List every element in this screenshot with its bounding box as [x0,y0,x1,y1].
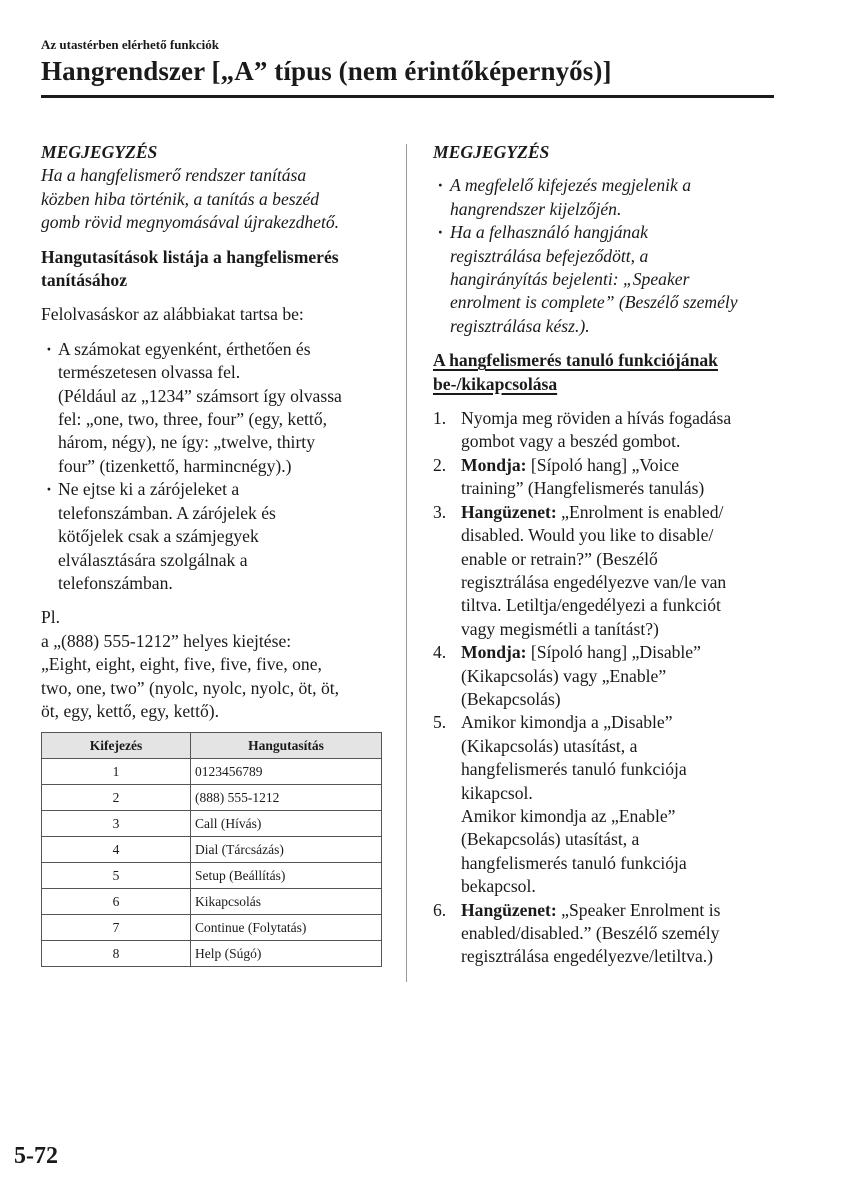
step-item: 3. Hangüzenet: „Enrolment is enabled/ disabled. Would you like to disable/ enable or retrain?” (Beszélő regisztrálása engedélyezve van/le van tiltva. Letiltja/engedélyezi a funkciót vagy megismétli a tanítást?) [433,501,727,639]
table-cell: 5 [42,863,191,889]
table-header: Hangutasítás [191,733,382,759]
table-cell: 1 [42,759,191,785]
step-item: 2. Mondja: [Sípoló hang] „Voice training” (Hangfelismerés tanulás) [433,454,705,499]
list-item: · A számokat egyenként, érthetően és természetesen olvassa fel. (Például az „1234” számsort így olvassa fel: „one, two, three, four” (egy, kettő, három, négy), ne így: „twelve, thirty four” (tizenkettő, harmincnégy).) [41,338,391,478]
table-row [42,811,382,837]
table-row [42,915,382,941]
table-header: Kifejezés [42,733,191,759]
table-cell: 2 [42,785,191,811]
table-cell: 4 [42,837,191,863]
table-cell: 3 [42,811,191,837]
table-cell: Continue (Folytatás) [191,915,382,941]
note-block-right [433,141,775,338]
step-item: 1. Nyomja meg röviden a hívás fogadása gombot vagy a beszéd gombot. [433,408,732,452]
steps-list [433,407,775,969]
table-cell: Call (Hívás) [191,811,382,837]
subheading-command-list [41,246,391,293]
note-text [41,164,391,234]
table-cell: 0123456789 [191,759,382,785]
section-label: Az utastérben elérhető funkciók [41,37,220,52]
list-item: · Ne ejtse ki a zárójeleket a telefonszámban. A zárójelek és kötőjelek csak a számjegyek elválasztására szolgálnak a telefonszámban. [41,478,391,595]
note-block-left [41,141,391,235]
reading-rules-list [41,338,391,595]
note-line: Ha a hangfelismerő rendszer tanítása [41,165,307,186]
page-title: Hangrendszer [„A” típus (nem érintőképernyős)] [41,56,612,86]
step-item: 4. Mondja: [Sípoló hang] „Disable” (Kikapcsolás) vagy „Enable” (Bekapcsolás) [433,642,701,709]
subheading-line: Hangutasítások listája a hangfelismerés [41,246,339,267]
voice-command-table [41,732,382,967]
right-column [433,141,775,969]
intro-text: Felolvasáskor az alábbiakat tartsa be: [41,304,304,325]
step-item: 5. Amikor kimondja a „Disable” (Kikapcsolás) utasítást, a hangfelismerés tanuló funkciója kikapcsol. Amikor kimondja az „Enable” (Bekapcsolás) utasítást, a hangfelismerés tanuló funkciója bekapcsol. [433,712,687,897]
list-item: · A megfelelő kifejezés megjelenik a hangrendszer kijelzőjén. [433,174,775,221]
table-cell: 6 [42,889,191,915]
page-number: 5-72 [14,1143,58,1169]
title-rule [41,95,774,98]
note-title: MEGJEGYZÉS [433,142,550,162]
subheading-learning-toggle: A hangfelismerés tanuló funkciójának be-/kikapcsolása [433,350,718,394]
table-cell: 7 [42,915,191,941]
table-cell: Kikapcsolás [191,889,382,915]
step-item: 6. Hangüzenet: „Speaker Enrolment is enabled/disabled.” (Beszélő személy regisztrálása engedélyezve/letiltva.) [433,899,721,967]
table-row [42,837,382,863]
example-label: Pl. [41,607,61,628]
table-row [42,941,382,967]
note-title: MEGJEGYZÉS [41,142,158,162]
note-line: gomb rövid megnyomásával újrakezdhető. [41,212,340,233]
table-header-row [42,733,382,759]
table-cell: (888) 555-1212 [191,785,382,811]
table-cell: Help (Súgó) [191,941,382,967]
subheading-line: tanításához [41,270,128,291]
table-row [42,759,382,785]
table-row [42,863,382,889]
list-item: · Ha a felhasználó hangjának regisztrálása befejeződött, a hangirányítás bejelenti: „Speaker enrolment is complete” (Beszélő személy regisztrálása kész.). [433,221,775,338]
table-cell: 8 [42,941,191,967]
note-list [433,174,775,338]
table-cell: Dial (Tárcsázás) [191,837,382,863]
note-line: közben hiba történik, a tanítás a beszéd [41,188,320,209]
left-column [41,141,391,967]
table-row [42,889,382,915]
table-cell: Setup (Beállítás) [191,863,382,889]
example-text: a „(888) 555-1212” helyes kiejtése: „Eight, eight, eight, five, five, five, one, two, one, two” (nyolc, nyolc, nyolc, öt, öt, öt, egy, kettő, egy, kettő). [41,630,340,721]
table-row [42,785,382,811]
column-divider [406,144,407,982]
